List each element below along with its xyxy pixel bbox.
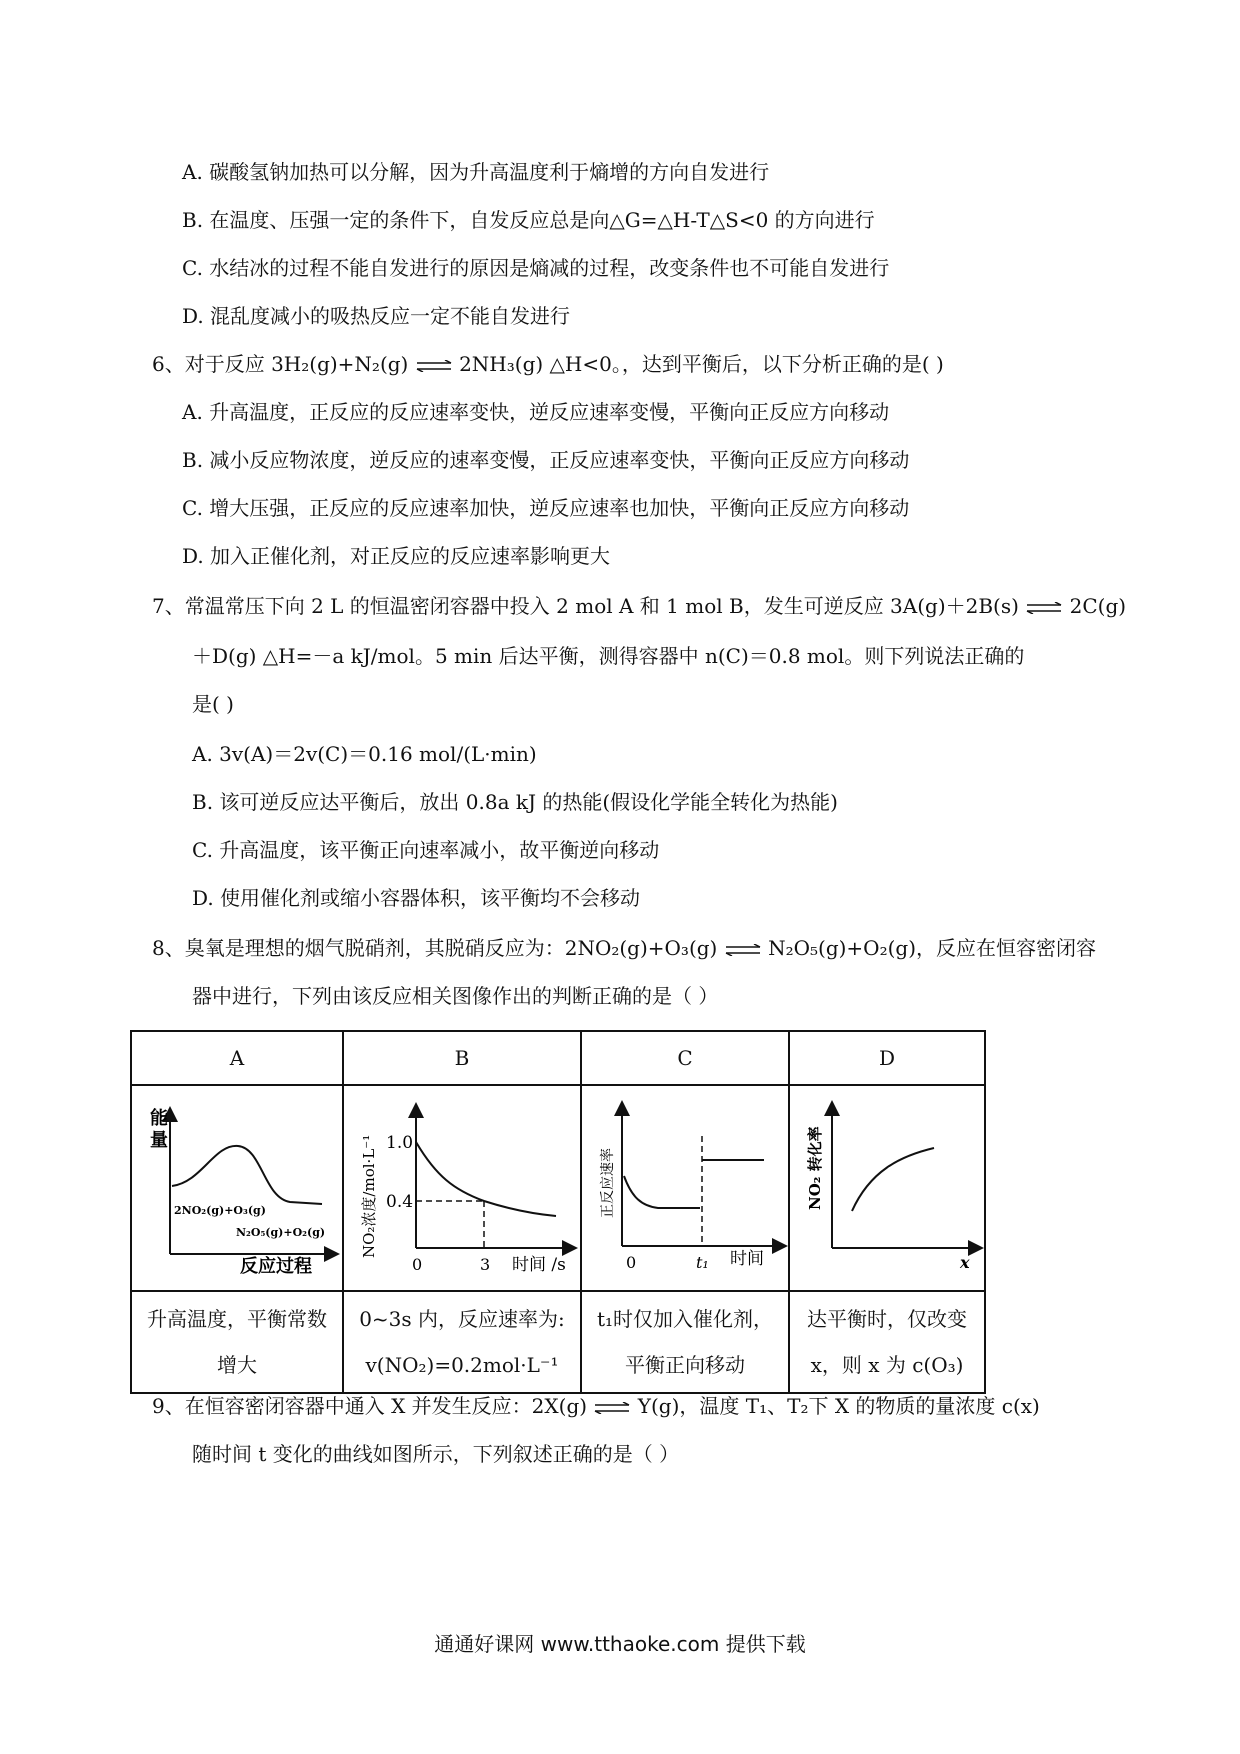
figure-d-conversion-chart [790,1086,984,1274]
caption-a-line2: 增大 [217,1353,257,1377]
figure-b-y1: 1.0 [386,1133,414,1153]
figure-a-reactant: 2NO₂(g)+O₃(g) [174,1204,266,1217]
caption-b-line1: 0~3s 内，反应速率为: [359,1307,565,1331]
q8-stem1-pre: 8、臭氧是理想的烟气脱硝剂，其脱硝反应为：2NO₂(g)+O₃(g) [152,936,718,960]
figure-d-cell [789,1085,985,1291]
figure-d-ylabel: NO₂ 转化率 [806,1126,824,1210]
caption-a-line1: 升高温度，平衡常数 [147,1307,327,1331]
q7-option-a: A. 3v(A)＝2v(C)＝0.16 mol/(L·min) [192,742,537,766]
q6-stem-pre: 6、对于反应 3H₂(g)+N₂(g) [152,352,415,376]
figure-a-product: N₂O₅(g)+O₂(g) [236,1226,326,1239]
figure-c-xlabel: 时间 [730,1249,764,1269]
figure-b-cell [343,1085,581,1291]
q7-stem-line2: ＋D(g) △H=－a kJ/mol。5 min 后达平衡，测得容器中 n(C)＝0.8 mol。则下列说法正确的 [192,644,1025,668]
q5-option-a: A. 碳酸氢钠加热可以分解，因为升高温度利于熵增的方向自发进行 [182,160,770,184]
q9-stem-line2: 随时间 t 变化的曲线如图所示，下列叙述正确的是（ ） [192,1442,680,1466]
figure-b-xlabel: 时间 /s [512,1255,566,1274]
table-header-c: C [581,1031,789,1085]
equilibrium-arrow-icon [593,1402,631,1414]
figure-c-ylabel: 正反应速率 [600,1148,616,1218]
q7-option-b: B. 该可逆反应达平衡后，放出 0.8a kJ 的热能(假设化学能全转化为热能) [192,790,838,814]
caption-d [789,1291,985,1393]
q9-stem-line1 [152,1392,1040,1420]
q6-stem [152,350,944,378]
q8-stem-line2: 器中进行，下列由该反应相关图像作出的判断正确的是（ ） [192,984,719,1008]
equilibrium-arrow-icon [1025,602,1063,614]
figure-a-xlabel: 反应过程 [240,1256,312,1274]
page-footer: 通通好课网 www.tthaoke.com 提供下载 [434,1632,806,1656]
q5-option-b: B. 在温度、压强一定的条件下，自发反应总是向△G=△H-T△S<0 的方向进行 [182,208,875,232]
figure-b-y2: 0.4 [386,1192,414,1212]
q7-stem-line1 [152,592,1126,620]
caption-d-line2: x，则 x 为 c(O₃) [810,1353,964,1377]
figure-c-cell [581,1085,789,1291]
figure-a-energy-diagram [132,1086,342,1274]
q9-stem1-post: Y(g)，温度 T₁、T₂下 X 的物质的量浓度 c(x) [637,1394,1040,1418]
caption-b [343,1291,581,1393]
table-header-d: D [789,1031,985,1085]
caption-c-line2: 平衡正向移动 [625,1353,745,1377]
figure-c-x1: t₁ [696,1253,709,1272]
figure-b-x0: 0 [412,1255,423,1274]
q8-stem1-post: N₂O₅(g)+O₂(g)，反应在恒容密闭容 [768,936,1096,960]
q6-option-c: C. 增大压强，正反应的反应速率加快，逆反应速率也加快，平衡向正反应方向移动 [182,496,910,520]
table-header-b: B [343,1031,581,1085]
figure-b-concentration-chart [344,1086,580,1274]
caption-d-line1: 达平衡时，仅改变 [807,1307,967,1331]
caption-b-line2: v(NO₂)=0.2mol·L⁻¹ [365,1353,559,1377]
q9-stem1-pre: 9、在恒容密闭容器中通入 X 并发生反应：2X(g) [152,1394,588,1418]
table-header-a: A [131,1031,343,1085]
caption-c-line1: t₁时仅加入催化剂， [596,1307,774,1331]
q6-option-d: D. 加入正催化剂，对正反应的反应速率影响更大 [182,544,611,568]
figure-b-x1: 3 [480,1255,491,1274]
equilibrium-arrow-icon [724,944,762,956]
q8-stem-line1 [152,934,1096,962]
q8-options-table [130,1030,986,1394]
figure-a-cell [131,1085,343,1291]
q7-stem1-pre: 7、常温常压下向 2 L 的恒温密闭容器中投入 2 mol A 和 1 mol B，发生可逆反应 3A(g)＋2B(s) [152,594,1019,618]
q6-option-a: A. 升高温度，正反应的反应速率变快，逆反应速率变慢，平衡向正反应方向移动 [182,400,890,424]
figure-c-x0: 0 [626,1253,637,1272]
caption-a [131,1291,343,1393]
figure-b-ylabel: NO₂浓度/mol·L⁻¹ [360,1134,378,1258]
q7-option-d: D. 使用催化剂或缩小容器体积，该平衡均不会移动 [192,886,641,910]
q7-option-c: C. 升高温度，该平衡正向速率减小，故平衡逆向移动 [192,838,660,862]
q5-option-d: D. 混乱度减小的吸热反应一定不能自发进行 [182,304,571,328]
q7-stem1-post: 2C(g) [1069,594,1127,618]
figure-a-ylabel: 能量 [150,1108,168,1151]
figure-c-rate-chart [582,1086,788,1274]
q5-option-c: C. 水结冰的过程不能自发进行的原因是熵减的过程，改变条件也不可能自发进行 [182,256,890,280]
caption-c [581,1291,789,1393]
q6-stem-post: 2NH₃(g) △H<0。，达到平衡后，以下分析正确的是( ) [459,352,944,376]
figure-d-xlabel: x [960,1253,970,1272]
q6-option-b: B. 减小反应物浓度，逆反应的速率变慢，正反应速率变快，平衡向正反应方向移动 [182,448,910,472]
equilibrium-arrow-icon [415,360,453,372]
q7-stem-line3: 是( ) [192,692,234,716]
